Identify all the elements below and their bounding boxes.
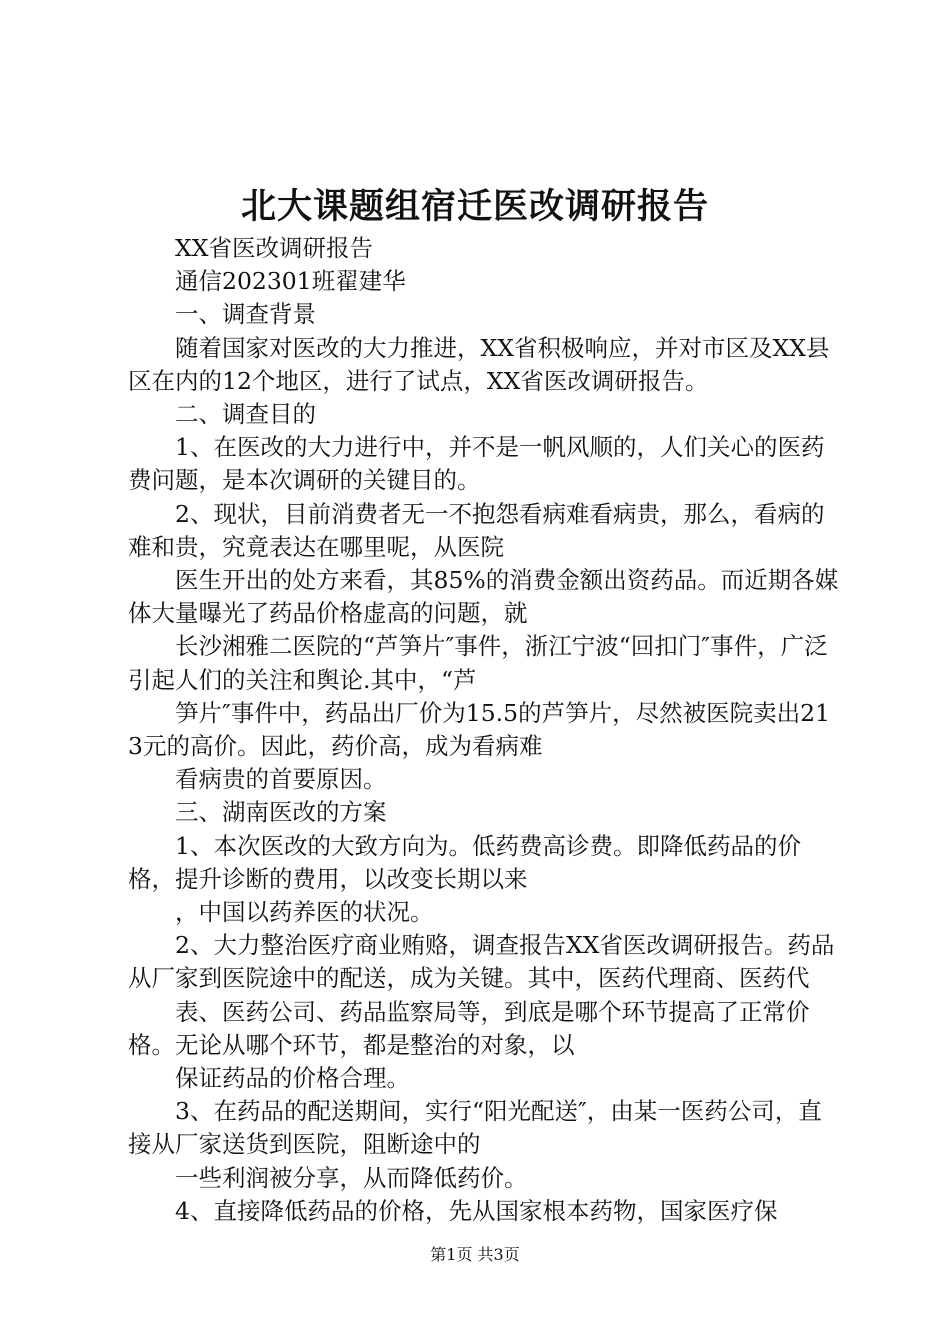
document-title: 北大课题组宿迁医改调研报告: [240, 186, 709, 227]
paragraph: 表、医药公司、药品监察局等，到底是哪个环节提高了正常价格。无论从哪个环节，都是整治的对象，以: [128, 997, 810, 1059]
document-body: [128, 232, 840, 1228]
paragraph: 保证药品的价格合理。: [175, 1064, 410, 1093]
paragraph: 4、直接降低药品的价格，先从国家根本药物，国家医疗保: [175, 1196, 778, 1225]
page-footer: 第1页 共3页: [430, 1245, 520, 1264]
paragraph: 笋片″事件中，药品出厂价为15.5的芦笋片，尽然被医院卖出213元的高价。因此，药价高，成为看病难: [128, 698, 831, 761]
paragraph: 3、在药品的配送期间，实行“阳光配送″，由某一医药公司，直接从厂家送货到医院，阻断途中的: [128, 1097, 822, 1159]
section-heading: 二、调查目的: [175, 400, 316, 429]
paragraph: 一些利润被分享，从而降低药价。: [175, 1163, 528, 1192]
paragraph: 长沙湘雅二医院的“芦笋片″事件，浙江宁波“回扣门″事件，广泛引起人们的关注和舆论.其中，“芦: [128, 632, 828, 694]
paragraph: 看病贵的首要原因。: [175, 765, 387, 794]
paragraph: 1、本次医改的大致方向为。低药费高诊费。即降低药品的价格，提升诊断的费用，以改变长期以来: [128, 831, 801, 893]
paragraph: 1、在医改的大力进行中，并不是一帆风顺的，人们关心的医药费问题，是本次调研的关键目的。: [128, 433, 825, 495]
paragraph: 医生开出的处方来看，其85%的消费金额出资药品。而近期各媒体大量曝光了药品价格虚高的问题，就: [128, 566, 839, 628]
paragraph: 2、大力整治医疗商业贿赂，调查报告XX省医改调研报告。药品从厂家到医院途中的配送，成为关键。其中，医药代理商、医药代: [128, 931, 835, 993]
section-heading: 三、湖南医改的方案: [175, 798, 387, 827]
section-heading: 一、调查背景: [175, 300, 316, 329]
paragraph: 随着国家对医改的大力推进，XX省积极响应，并对市区及XX县区在内的12个地区，进行了试点，XX省医改调研报告。: [128, 333, 830, 395]
paragraph: XX省医改调研报告: [175, 234, 373, 262]
paragraph: 通信202301班翟建华: [175, 267, 406, 296]
paragraph: ，中国以药养医的状况。: [175, 898, 434, 927]
paragraph: 2、现状，目前消费者无一不抱怨看病难看病贵，那么，看病的难和贵，究竟表达在哪里呢，从医院: [128, 499, 825, 561]
